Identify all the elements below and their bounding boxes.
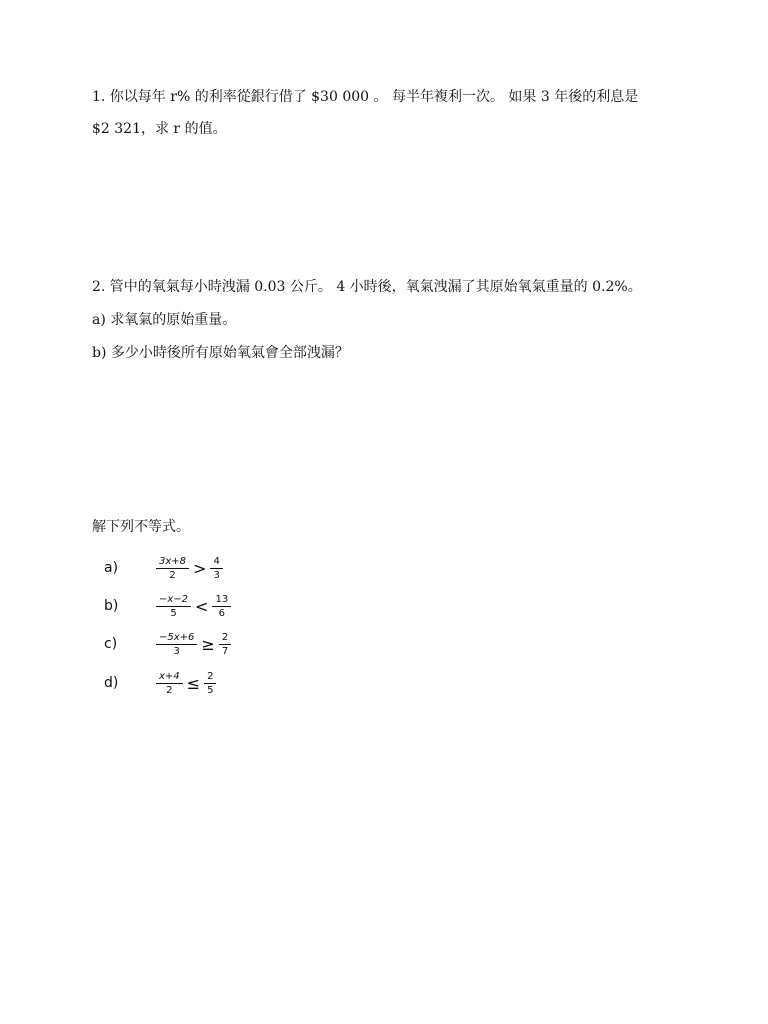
rhs-numerator: 4	[210, 556, 222, 569]
relation-symbol: <	[195, 596, 209, 616]
inequality-expression	[156, 553, 223, 583]
rhs-fraction	[204, 671, 216, 696]
relation-symbol: ≥	[201, 634, 215, 654]
question-2-text: 2. 管中的氧氣每小時洩漏 0.03 公斤。 4 小時後，氧氣洩漏了其原始氧氣重量的 0.2%。	[92, 279, 642, 295]
inequality-expression	[156, 629, 231, 659]
lhs-denominator: 2	[166, 684, 173, 696]
lhs-fraction	[156, 632, 197, 657]
rhs-numerator: 13	[212, 594, 231, 607]
rhs-denominator: 7	[221, 645, 229, 657]
lhs-fraction	[156, 594, 191, 619]
lhs-numerator: −x−2	[156, 594, 191, 607]
question-1-text-line-1: 1. 你以每年 r% 的利率從銀行借了 $30 000 。 每半年複利一次。 如果 3 年後的利息是	[92, 89, 639, 105]
rhs-numerator: 2	[204, 671, 216, 684]
lhs-numerator: −5x+6	[156, 632, 197, 645]
rhs-denominator: 6	[218, 607, 225, 619]
lhs-fraction	[156, 671, 183, 696]
inequality-expression	[156, 591, 231, 621]
question-2-part-a: a) 求氧氣的原始重量。	[92, 312, 237, 328]
lhs-fraction	[156, 556, 189, 581]
rhs-numerator: 2	[219, 632, 231, 645]
inequality-label: c)	[104, 636, 118, 652]
lhs-denominator: 2	[169, 569, 176, 581]
relation-symbol: >	[193, 558, 207, 578]
inequality-label: b)	[104, 598, 119, 614]
lhs-denominator: 3	[173, 645, 180, 657]
question-3-instruction: 解下列不等式。	[92, 519, 190, 535]
rhs-denominator: 5	[207, 684, 214, 696]
inequality-label: d)	[104, 675, 119, 691]
rhs-fraction	[210, 556, 222, 581]
question-1-text-line-2: $2 321，求 r 的值。	[92, 121, 227, 137]
inequality-expression	[156, 668, 216, 698]
lhs-numerator: 3x+8	[156, 556, 189, 569]
question-2-part-b: b) 多少小時後所有原始氧氣會全部洩漏？	[92, 345, 349, 361]
inequality-label: a)	[104, 560, 119, 576]
rhs-fraction	[219, 632, 231, 657]
rhs-fraction	[212, 594, 231, 619]
lhs-denominator: 5	[170, 607, 177, 619]
lhs-numerator: x+4	[156, 671, 183, 684]
relation-symbol: ≤	[186, 673, 201, 693]
rhs-denominator: 3	[213, 569, 220, 581]
